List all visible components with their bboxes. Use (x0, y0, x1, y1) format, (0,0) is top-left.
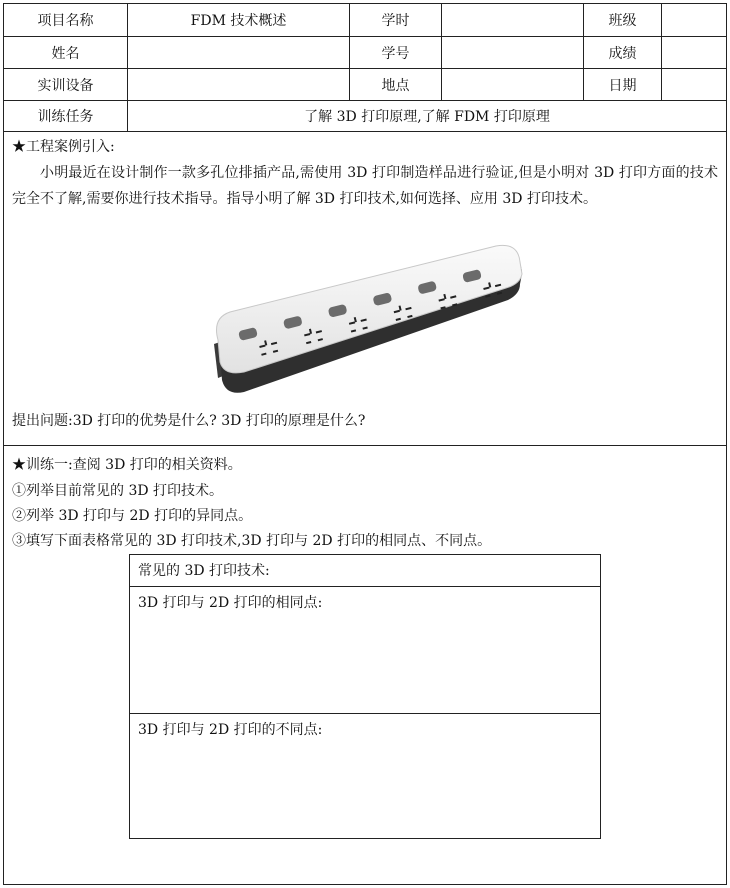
student-id-value[interactable] (442, 37, 584, 68)
case-section (4, 132, 726, 446)
header-row-2 (4, 37, 726, 69)
training-heading: ★训练一:查阅 3D 打印的相关资料。 (12, 457, 242, 473)
header-row-3 (4, 69, 726, 101)
answer-similarities[interactable] (130, 587, 600, 714)
case-question: 提出问题:3D 打印的优势是什么? 3D 打印的原理是什么? (12, 413, 366, 429)
class-label: 班级 (584, 4, 662, 36)
equipment-value[interactable] (128, 69, 350, 100)
training-section (4, 446, 726, 884)
training-item-2: ②列举 3D 打印与 2D 打印的异同点。 (12, 508, 253, 524)
case-heading: ★工程案例引入: (12, 139, 115, 155)
hours-value[interactable] (442, 4, 584, 36)
date-label: 日期 (584, 69, 662, 100)
case-paragraph: 小明最近在设计制作一款多孔位排插产品,需使用 3D 打印制造样品进行验证,但是小明对 3D 打印方面的技术完全不了解,需要你进行技术指导。指导小明了解 3D 打印技术,如何选择、应用 3D 打印技术。 (12, 165, 718, 207)
header-row-1 (4, 4, 726, 37)
student-id-label: 学号 (350, 37, 442, 68)
training-item-1: ①列举目前常见的 3D 打印技术。 (12, 483, 224, 499)
project-name-value[interactable]: FDM 技术概述 (128, 4, 350, 36)
name-value[interactable] (128, 37, 350, 68)
equipment-label: 实训设备 (4, 69, 128, 100)
answer-common-tech-label: 常见的 3D 打印技术: (138, 563, 270, 579)
answer-differences-label: 3D 打印与 2D 打印的不同点: (138, 722, 323, 738)
answer-differences[interactable] (130, 714, 600, 838)
task-value: 了解 3D 打印原理,了解 FDM 打印原理 (304, 109, 550, 125)
location-value[interactable] (442, 69, 584, 100)
date-value[interactable] (662, 69, 726, 100)
worksheet-table (3, 3, 727, 885)
score-value[interactable] (662, 37, 726, 68)
answer-table (129, 554, 601, 839)
header-row-4 (4, 101, 726, 132)
training-item-3: ③填写下面表格常见的 3D 打印技术,3D 打印与 2D 打印的相同点、不同点。 (12, 533, 492, 549)
name-label: 姓名 (4, 37, 128, 68)
power-strip-image (204, 244, 524, 394)
task-label: 训练任务 (4, 101, 128, 131)
answer-similarities-label: 3D 打印与 2D 打印的相同点: (138, 595, 323, 611)
answer-common-tech[interactable] (130, 555, 600, 587)
project-name-label: 项目名称 (4, 4, 128, 36)
score-label: 成绩 (584, 37, 662, 68)
class-value[interactable] (662, 4, 726, 36)
hours-label: 学时 (350, 4, 442, 36)
location-label: 地点 (350, 69, 442, 100)
